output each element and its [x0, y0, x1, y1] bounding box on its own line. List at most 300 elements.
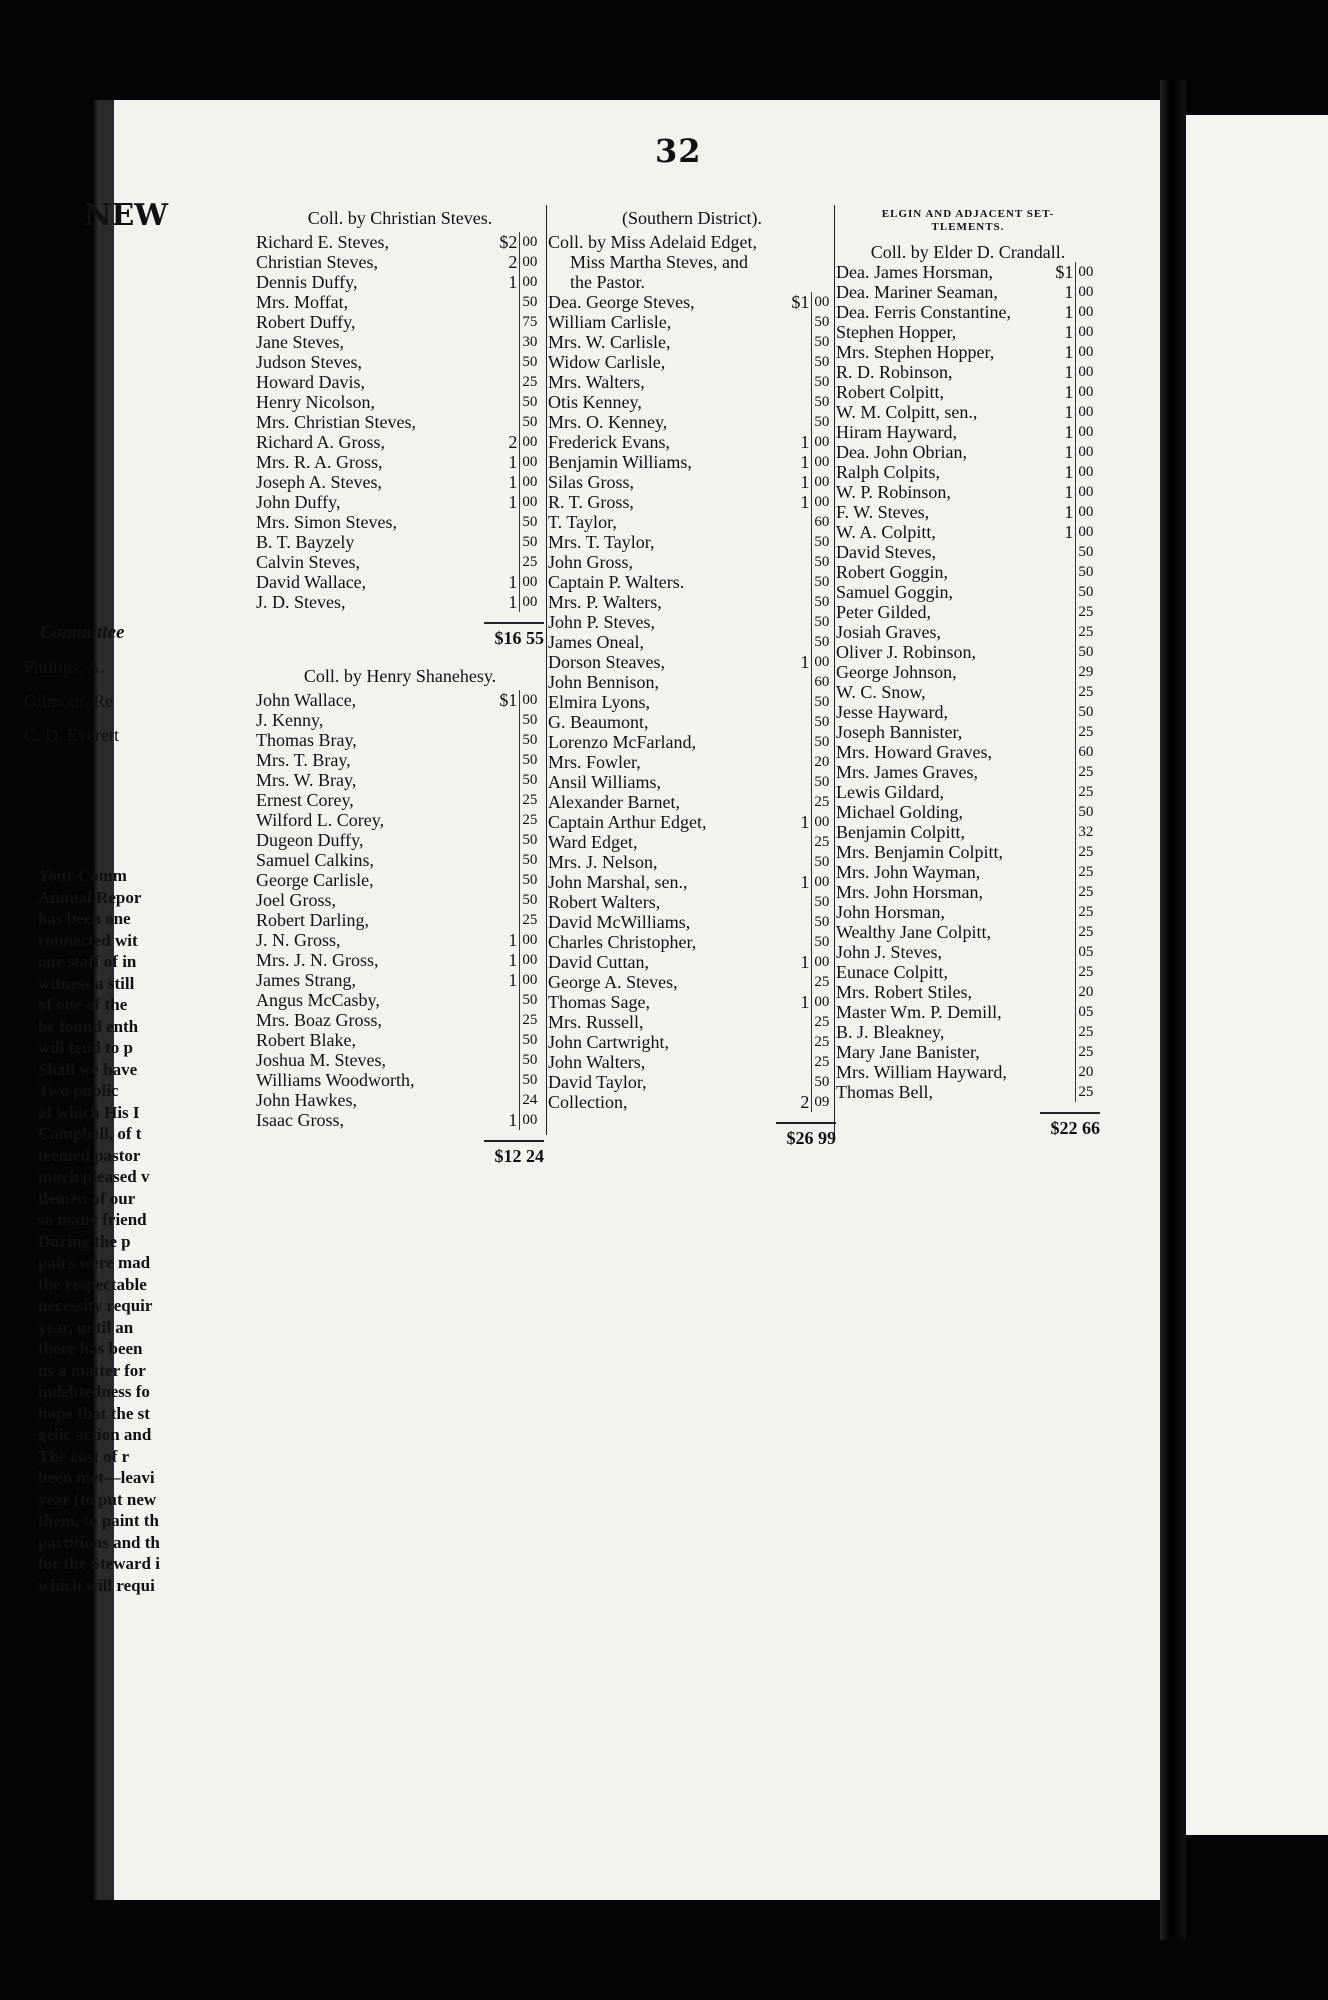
donor-row: [256, 372, 544, 392]
donor-row: [548, 852, 836, 872]
amount-dollars: 2: [508, 252, 518, 272]
report-line: Shall we have: [38, 1059, 138, 1079]
committee-member: Gilmour, Re: [24, 691, 114, 711]
amount-dollars: [1036, 822, 1075, 842]
donor-name: Wilford L. Corey,: [256, 810, 385, 830]
donor-name: Ansil Williams,: [548, 772, 661, 792]
amount-cents: 00: [519, 232, 544, 252]
amount-dollars: 1: [508, 1110, 518, 1130]
donor-name: Master Wm. P. Demill,: [836, 1002, 1002, 1022]
amount-dollars: [1036, 902, 1075, 922]
amount-cents: 50: [1075, 542, 1100, 562]
section-header: TLEMENTS.: [931, 221, 1005, 233]
amount-dollars: [772, 832, 811, 852]
donation-amount: [772, 472, 836, 492]
amount-cents: 00: [811, 472, 836, 492]
donor-row: [256, 810, 544, 830]
amount-cents: 00: [519, 970, 544, 990]
donation-amount: [480, 492, 544, 512]
amount-dollars: 1: [508, 492, 518, 512]
donation-amount: [772, 952, 836, 972]
donation-amount: [480, 472, 544, 492]
amount-dollars: [480, 292, 519, 312]
donor-row: [836, 702, 1100, 722]
amount-cents: 50: [811, 392, 836, 412]
donor-name: Mrs. O. Kenney,: [548, 412, 668, 432]
amount-dollars: [772, 592, 811, 612]
donor-row: [836, 422, 1100, 442]
donation-amount: [772, 312, 836, 332]
amount-dollars: [772, 892, 811, 912]
donation-amount: [1036, 842, 1100, 862]
donor-name: Peter Gilded,: [836, 602, 931, 622]
donor-name: Mrs. J. Nelson,: [548, 852, 658, 872]
amount-cents: 00: [1075, 402, 1100, 422]
donor-row: [548, 672, 836, 692]
donor-name: B. J. Bleakney,: [836, 1022, 945, 1042]
donor-name: Mrs. J. N. Gross,: [256, 950, 379, 970]
donor-name: James Strang,: [256, 970, 356, 990]
donor-row: [548, 992, 836, 1012]
amount-cents: 25: [1075, 1022, 1100, 1042]
amount-cents: 50: [519, 710, 544, 730]
donor-row: [256, 1110, 544, 1130]
amount-cents: 50: [519, 392, 544, 412]
donor-name: Dea. Ferris Constantine,: [836, 302, 1011, 322]
donor-name: Mrs. Russell,: [548, 1012, 644, 1032]
donation-amount: [480, 750, 544, 770]
donation-amount: [772, 552, 836, 572]
donor-list: [548, 292, 836, 1112]
section-total: $16 55: [484, 622, 544, 648]
amount-dollars: [1036, 682, 1075, 702]
donor-row: [836, 962, 1100, 982]
donation-amount: [772, 412, 836, 432]
donor-name: Dea. James Horsman,: [836, 262, 993, 282]
donation-amount: [772, 332, 836, 352]
donor-row: [256, 332, 544, 352]
amount-dollars: 1: [1064, 282, 1074, 302]
donor-name: Dorson Steaves,: [548, 652, 665, 672]
amount-cents: 50: [811, 352, 836, 372]
donor-row: [256, 392, 544, 412]
donor-row: [836, 302, 1100, 322]
donor-name: Alexander Barnet,: [548, 792, 680, 812]
donation-amount: [772, 892, 836, 912]
donor-row: [836, 322, 1100, 342]
report-line: them, to paint th: [38, 1511, 159, 1530]
section-total: $26 99: [776, 1122, 836, 1148]
amount-dollars: [772, 1052, 811, 1072]
donation-amount: [772, 972, 836, 992]
amount-dollars: 1: [1064, 322, 1074, 342]
amount-dollars: [480, 1090, 519, 1110]
donor-row: [256, 532, 544, 552]
amount-cents: 00: [1075, 262, 1100, 282]
donor-row: [836, 722, 1100, 742]
amount-cents: 25: [811, 832, 836, 852]
donor-name: Samuel Calkins,: [256, 850, 374, 870]
amount-dollars: [480, 890, 519, 910]
donation-amount: [772, 1032, 836, 1052]
donation-amount: [1036, 822, 1100, 842]
donor-row: [256, 690, 544, 710]
donor-name: David Steves,: [836, 542, 936, 562]
donor-row: [836, 382, 1100, 402]
donor-row: [548, 332, 836, 352]
report-line: our staff of in: [38, 952, 137, 971]
amount-dollars: [480, 332, 519, 352]
amount-dollars: [480, 1010, 519, 1030]
donor-row: [548, 572, 836, 592]
donation-amount: [480, 930, 544, 950]
amount-cents: 50: [519, 412, 544, 432]
amount-cents: 50: [811, 372, 836, 392]
amount-cents: 60: [811, 512, 836, 532]
amount-cents: 50: [811, 412, 836, 432]
donor-name: Williams Woodworth,: [256, 1070, 415, 1090]
amount-dollars: [480, 1070, 519, 1090]
donor-row: [548, 872, 836, 892]
donation-amount: [480, 850, 544, 870]
amount-cents: 50: [811, 612, 836, 632]
amount-cents: 00: [1075, 422, 1100, 442]
donor-row: [548, 1032, 836, 1052]
section-total: $12 24: [484, 1140, 544, 1166]
donor-row: [836, 922, 1100, 942]
donor-row: [836, 402, 1100, 422]
donation-amount: [1036, 442, 1100, 462]
donor-row: [548, 832, 836, 852]
donation-amount: [1036, 282, 1100, 302]
amount-dollars: [480, 352, 519, 372]
amount-cents: 00: [1075, 442, 1100, 462]
donation-amount: [772, 432, 836, 452]
donor-name: R. T. Gross,: [548, 492, 634, 512]
amount-cents: 00: [811, 452, 836, 472]
amount-cents: 50: [519, 990, 544, 1010]
donation-amount: [1036, 982, 1100, 1002]
donation-amount: [772, 992, 836, 1012]
donor-row: [836, 902, 1100, 922]
report-line: Two public: [38, 1081, 119, 1100]
donation-amount: [772, 832, 836, 852]
donor-name: Dennis Duffy,: [256, 272, 358, 292]
collector-line: the Pastor.: [570, 272, 645, 292]
amount-cents: 25: [1075, 782, 1100, 802]
amount-dollars: [480, 392, 519, 412]
amount-cents: 50: [811, 572, 836, 592]
donor-name: John Bennison,: [548, 672, 660, 692]
amount-dollars: [1036, 962, 1075, 982]
donor-name: William Carlisle,: [548, 312, 672, 332]
report-line: tlemen of our: [38, 1188, 136, 1208]
donor-name: Robert Duffy,: [256, 312, 356, 332]
amount-cents: 00: [1075, 322, 1100, 342]
report-line: Annual Repor: [38, 887, 142, 907]
donation-amount: [772, 932, 836, 952]
amount-cents: 50: [519, 750, 544, 770]
amount-dollars: 1: [508, 950, 518, 970]
donor-row: [256, 232, 544, 252]
amount-cents: 25: [1075, 1042, 1100, 1062]
amount-cents: 00: [811, 952, 836, 972]
donor-name: Robert Goggin,: [836, 562, 948, 582]
amount-cents: 25: [519, 372, 544, 392]
amount-cents: 50: [811, 892, 836, 912]
donor-name: J. Kenny,: [256, 710, 324, 730]
donation-amount: [480, 810, 544, 830]
donation-amount: [1036, 542, 1100, 562]
amount-cents: 00: [1075, 362, 1100, 382]
amount-cents: 00: [1075, 522, 1100, 542]
amount-cents: 50: [811, 932, 836, 952]
report-line: been met—leavi: [38, 1468, 155, 1487]
amount-cents: 00: [519, 432, 544, 452]
amount-cents: 50: [519, 850, 544, 870]
column-3: [836, 208, 1100, 1138]
donation-amount: [1036, 1042, 1100, 1062]
amount-dollars: [1036, 562, 1075, 582]
amount-cents: 00: [811, 292, 836, 312]
amount-dollars: 1: [508, 472, 518, 492]
amount-cents: 25: [811, 1032, 836, 1052]
donor-name: Christian Steves,: [256, 252, 378, 272]
donor-name: Frederick Evans,: [548, 432, 670, 452]
donor-row: [836, 502, 1100, 522]
donor-name: Isaac Gross,: [256, 1110, 344, 1130]
amount-cents: 50: [519, 1030, 544, 1050]
donation-amount: [772, 632, 836, 652]
donation-amount: [1036, 1022, 1100, 1042]
donor-name: Wealthy Jane Colpitt,: [836, 922, 992, 942]
amount-cents: 00: [519, 930, 544, 950]
donor-row: [256, 1010, 544, 1030]
donor-name: Robert Colpitt,: [836, 382, 944, 402]
amount-cents: 00: [519, 492, 544, 512]
donor-row: [256, 750, 544, 770]
amount-dollars: [1036, 762, 1075, 782]
donor-name: Dea. Mariner Seaman,: [836, 282, 998, 302]
donation-amount: [1036, 602, 1100, 622]
donation-amount: [1036, 582, 1100, 602]
amount-cents: 25: [1075, 962, 1100, 982]
amount-cents: 50: [811, 1072, 836, 1092]
donation-amount: [772, 292, 836, 312]
amount-cents: 25: [1075, 862, 1100, 882]
donor-row: [548, 732, 836, 752]
collector-line: Coll. by Miss Adelaid Edget,: [548, 232, 757, 252]
donor-row: [836, 622, 1100, 642]
donor-name: Ernest Corey,: [256, 790, 354, 810]
donor-name: Mary Jane Banister,: [836, 1042, 980, 1062]
report-line: gelic action and: [38, 1425, 152, 1444]
donor-row: [256, 1090, 544, 1110]
donor-name: W. C. Snow,: [836, 682, 926, 702]
donation-amount: [772, 492, 836, 512]
donor-row: [256, 930, 544, 950]
report-line: The cost of r: [38, 1446, 130, 1466]
donation-amount: [1036, 742, 1100, 762]
donor-name: John Duffy,: [256, 492, 341, 512]
section-total: $22 66: [1040, 1112, 1100, 1138]
amount-cents: 00: [519, 1110, 544, 1130]
donor-row: [836, 782, 1100, 802]
donor-name: Howard Davis,: [256, 372, 365, 392]
donor-name: Ward Edget,: [548, 832, 638, 852]
amount-dollars: [480, 790, 519, 810]
donor-row: [836, 482, 1100, 502]
donor-name: John Cartwright,: [548, 1032, 669, 1052]
donor-name: Mrs. Walters,: [548, 372, 645, 392]
donor-row: [256, 352, 544, 372]
donor-row: [256, 552, 544, 572]
donor-name: B. T. Bayzely: [256, 532, 355, 552]
amount-cents: 25: [519, 910, 544, 930]
donor-name: Richard E. Steves,: [256, 232, 389, 252]
report-line: indebtedness fo: [38, 1382, 150, 1401]
donor-name: Jesse Hayward,: [836, 702, 948, 722]
donor-name: Silas Gross,: [548, 472, 635, 492]
donor-row: [548, 292, 836, 312]
amount-dollars: [480, 830, 519, 850]
amount-cents: 50: [811, 592, 836, 612]
donor-name: Elmira Lyons,: [548, 692, 650, 712]
amount-dollars: 1: [1064, 522, 1074, 542]
amount-cents: 50: [811, 552, 836, 572]
donation-amount: [1036, 722, 1100, 742]
donor-row: [256, 312, 544, 332]
amount-dollars: [1036, 922, 1075, 942]
donor-row: [548, 552, 836, 572]
amount-cents: 00: [519, 452, 544, 472]
amount-dollars: [480, 1030, 519, 1050]
amount-dollars: [480, 710, 519, 730]
amount-dollars: [772, 392, 811, 412]
amount-cents: 20: [811, 752, 836, 772]
donor-row: [836, 1042, 1100, 1062]
amount-cents: 50: [811, 312, 836, 332]
amount-dollars: [772, 512, 811, 532]
donor-row: [548, 492, 836, 512]
amount-dollars: [772, 332, 811, 352]
amount-cents: 50: [1075, 562, 1100, 582]
amount-cents: 50: [519, 830, 544, 850]
amount-cents: 50: [811, 692, 836, 712]
donation-amount: [480, 730, 544, 750]
donor-name: Thomas Bray,: [256, 730, 357, 750]
amount-cents: 50: [519, 870, 544, 890]
report-line: much pleased v: [38, 1167, 150, 1186]
donor-name: Captain P. Walters.: [548, 572, 685, 592]
donor-name: Lorenzo McFarland,: [548, 732, 696, 752]
donation-amount: [772, 712, 836, 732]
amount-dollars: 1: [508, 572, 518, 592]
donation-amount: [480, 890, 544, 910]
donor-name: Captain Arthur Edget,: [548, 812, 707, 832]
donor-name: Charles Christopher,: [548, 932, 697, 952]
amount-cents: 25: [1075, 922, 1100, 942]
committee-member: C. D. Everett: [24, 725, 119, 745]
donor-name: Samuel Goggin,: [836, 582, 953, 602]
donor-name: Jane Steves,: [256, 332, 344, 352]
donation-amount: [1036, 642, 1100, 662]
amount-dollars: [772, 312, 811, 332]
amount-dollars: 1: [1064, 422, 1074, 442]
amount-cents: 25: [811, 1012, 836, 1032]
amount-dollars: [1036, 622, 1075, 642]
amount-dollars: [480, 1050, 519, 1070]
donor-name: Hiram Hayward,: [836, 422, 957, 442]
donation-amount: [480, 432, 544, 452]
donation-amount: [1036, 522, 1100, 542]
donor-row: [548, 352, 836, 372]
donation-amount: [480, 990, 544, 1010]
report-line: hope that the st: [38, 1403, 150, 1423]
donor-row: [548, 1072, 836, 1092]
amount-cents: 00: [811, 812, 836, 832]
donation-amount: [480, 512, 544, 532]
donor-name: John P. Steves,: [548, 612, 656, 632]
amount-dollars: 1: [800, 952, 810, 972]
amount-cents: 29: [1075, 662, 1100, 682]
donor-row: [256, 950, 544, 970]
donation-amount: [480, 690, 544, 710]
amount-cents: 00: [1075, 282, 1100, 302]
donor-name: Robert Blake,: [256, 1030, 356, 1050]
amount-cents: 75: [519, 312, 544, 332]
amount-dollars: $2: [499, 232, 518, 252]
amount-cents: 00: [519, 690, 544, 710]
amount-cents: 50: [811, 532, 836, 552]
donation-amount: [1036, 782, 1100, 802]
amount-cents: 50: [519, 770, 544, 790]
donation-amount: [480, 1010, 544, 1030]
donor-row: [256, 492, 544, 512]
donor-name: Richard A. Gross,: [256, 432, 385, 452]
donation-amount: [480, 1090, 544, 1110]
amount-dollars: [1036, 722, 1075, 742]
donation-amount: [772, 692, 836, 712]
amount-dollars: 1: [508, 970, 518, 990]
amount-dollars: $1: [499, 690, 518, 710]
amount-cents: 00: [811, 652, 836, 672]
donor-row: [548, 772, 836, 792]
donor-name: Mrs. W. Carlisle,: [548, 332, 671, 352]
donation-amount: [480, 870, 544, 890]
amount-dollars: 2: [508, 432, 518, 452]
donation-amount: [1036, 342, 1100, 362]
donor-row: [836, 762, 1100, 782]
donor-row: [256, 432, 544, 452]
amount-dollars: [1036, 1022, 1075, 1042]
column-2: [548, 208, 836, 1148]
amount-dollars: [480, 910, 519, 930]
donor-name: Mrs. Robert Stiles,: [836, 982, 973, 1002]
donation-amount: [480, 292, 544, 312]
donor-row: [256, 770, 544, 790]
donor-name: David McWilliams,: [548, 912, 691, 932]
amount-dollars: [480, 412, 519, 432]
committee-heading: Committee: [40, 622, 125, 643]
donor-row: [836, 342, 1100, 362]
report-line: has been one: [38, 909, 131, 928]
donor-list: [836, 262, 1100, 1102]
report-line: the respectable: [38, 1274, 147, 1294]
amount-dollars: [772, 792, 811, 812]
amount-cents: 00: [519, 950, 544, 970]
report-line: of one of the: [38, 995, 128, 1014]
